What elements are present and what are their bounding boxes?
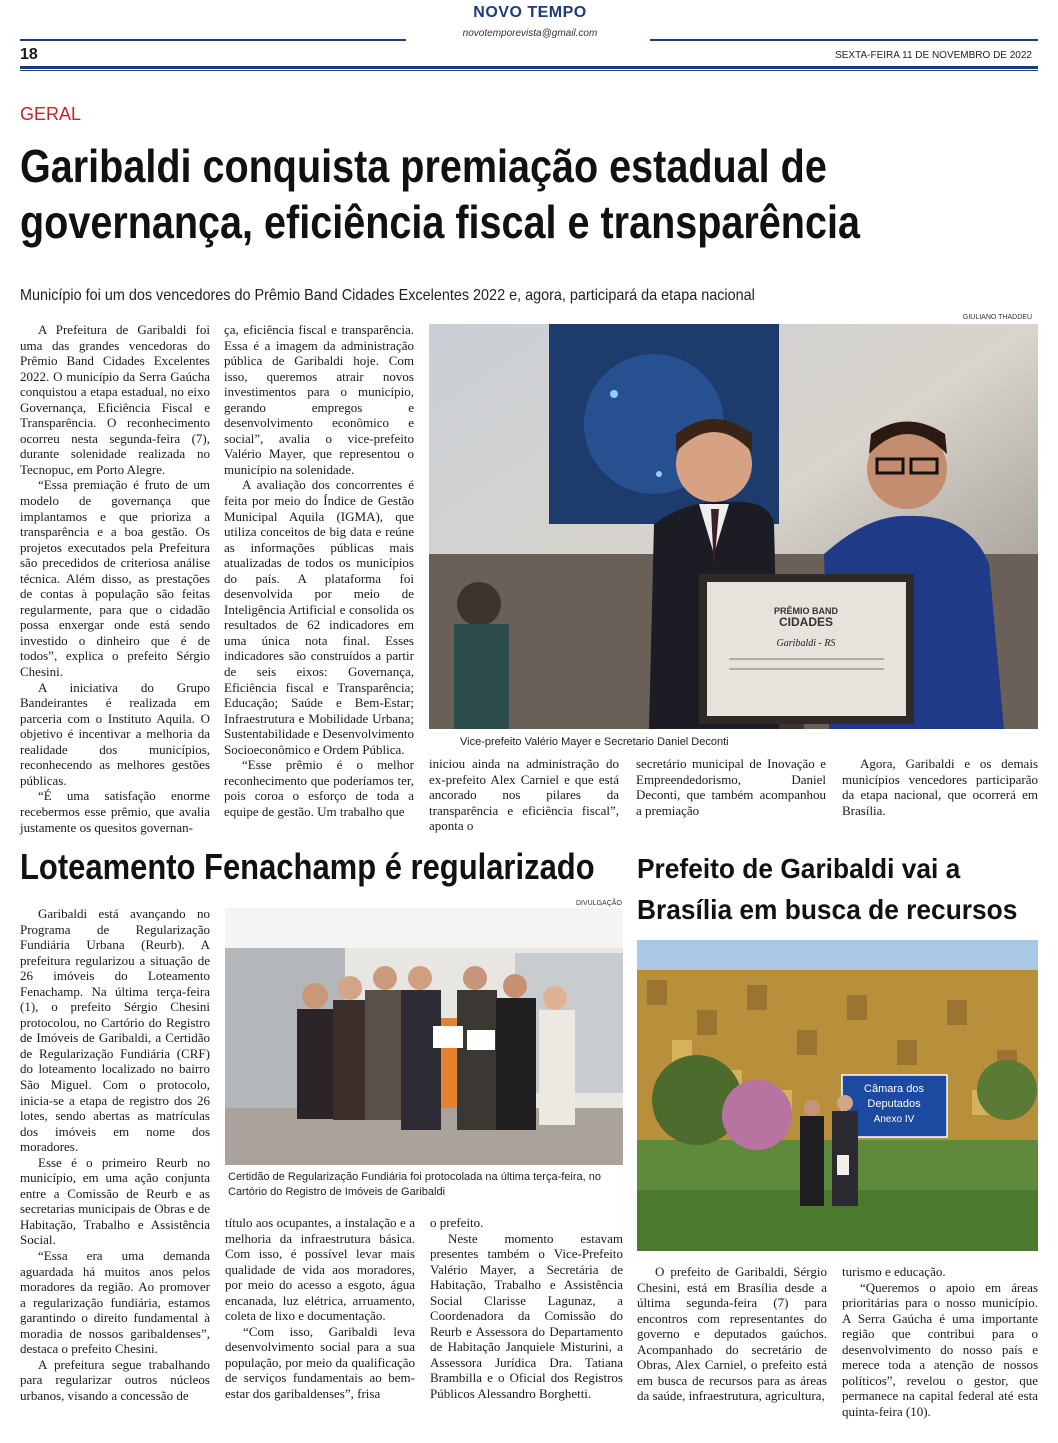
main-column-3 [429,756,619,834]
newspaper-name: NOVO TEMPO [473,4,587,21]
story2-col1-para: “Essa era uma demanda aguardada há muitos anos pelos moradores da região. Ao promover a regularização fundiária, estamos garantindo o direito fundamental à moradia de nossos garibaldenses”, destaca o prefeito Chesini. [20,1248,210,1357]
story2-column-3 [430,1215,623,1402]
story2-col2-para: “Com isso, Garibaldi leva desenvolvimento social para a sua população, por meio da qualificação de serviços fundamentais ao bem-estar dos garibaldenses”, frisa [225,1323,415,1402]
story2-headline: Loteamento Fenachamp é regularizado [20,846,595,887]
main-col1-para: “É uma satisfação enorme recebermos esse prêmio, que avalia justamente os quesitos governan- [20,788,210,835]
story3-col1-para: O prefeito de Garibaldi, Sérgio Chesini, está em Brasília desde a última segunda-feira (7) para encontros com representantes do governo e deputados gaúchos. Acompanhado do secretário de Obras, Alex Carniel, o prefeito está em busca de recursos para as áreas da saúde, infraestrutura, agricultura, [637,1264,827,1404]
main-column-5 [842,756,1038,818]
main-headline-line2: governança, eficiência fiscal e transparência [20,196,860,248]
main-column-1 [20,322,210,835]
main-photo [429,324,1038,729]
main-col1-para: A iniciativa do Grupo Bandeirantes é realizada em parceria com o Instituto Aquila. O objetivo é incentivar a melhoria da realidade dos municípios, reconhecendo as melhores gestões públicas. [20,679,210,788]
header-rule-left [20,39,406,41]
sign-line-2: Deputados [867,1098,921,1110]
story2-photo [225,908,623,1165]
main-col1-para: “Essa premiação é fruto de um modelo de governança que implantamos e que prioriza a transparência e a boa gestão. Os projetos executados pela Prefeitura são precedidos de criteriosa análise técnica. Além disso, as prestações de contas à população são feitas regularmente, para que o cidadão possa enxergar onde está sendo investido o dinheiro que é de todos”, explica o prefeito Sérgio Chesini. [20,477,210,680]
main-col5-para: Agora, Garibaldi e os demais municípios vencedores participarão da etapa nacional, que ocorrerá em Brasília. [842,756,1038,818]
edition-date: SEXTA-FEIRA 11 DE NOVEMBRO DE 2022 [835,50,1032,61]
story2-col3-para: o prefeito. [430,1215,484,1230]
story2-column-1 [20,906,210,1404]
page-number: 18 [20,46,38,63]
main-photo-credit: GIULIANO THADDEU [962,314,1032,321]
story2-col2-para: título aos ocupantes, a instalação e a melhoria da infraestrutura básica. Com isso, é possível levar mais qualidade de vida aos moradores, por meio do acesso a esgoto, água encanada, luz elétrica, arruamento, coleta de lixo e documentação. [225,1215,415,1324]
notary-photo-illustration [225,908,623,1165]
main-headline [20,138,897,250]
story3-column-2 [842,1264,1038,1419]
story2-col1-para: Garibaldi está avançando no Programa de Regularização Fundiária Urbana (Reurb). A prefeitura regularizou a situação de 26 imóveis do Loteamento Fenachamp. Na última terça-feira (1), o prefeito Sérgio Chesini protocolou, no Cartório do Registro de Imóveis de Garibaldi, a Certidão de Regularização Fundiária (CRF) do loteamento localizado no bairro São Miguel. Com o protocolo, inicia-se a etapa de registro dos 26 lotes, sendo abertas as matrículas dos imóveis em nome dos moradores. [20,906,210,1155]
story2-col1-para: Esse é o primeiro Reurb no município, em uma ação conjunta entre a Comissão de Reurb e as secretarias municipais de Obras e de Habitação, Trabalho e Assistência Social. [20,1154,210,1248]
newspaper-email: novotemporevista@gmail.com [462,28,598,39]
certificate-label: PRÊMIO BAND [773,606,839,616]
story2-column-2 [225,1215,415,1402]
story3-column-1 [637,1264,827,1404]
masthead [405,4,655,39]
main-col2-para: A avaliação dos concorrentes é feita por meio do Índice de Gestão Municipal Aquila (IGMA), que utiliza conceitos de big data e reúne as informações públicas mais atualizadas de todos os municípios do país. A plataforma foi desenvolvida por meio de Inteligência Artificial e consolida os resultados de 62 indicadores em uma única nota final. Esses indicadores são construídos a partir de seis eixos: Governança, Eficiência fiscal e Transparência; Educação; Saúde e Bem-Estar; Infraestrutura e Mobilidade Urbana; Sustentabilidade e Desenvolvimento Socioeconômico e Ordem Pública. [224,477,414,757]
story2-col1-para: A prefeitura segue trabalhando para regularizar outros núcleos urbanos, visando a concessão de [20,1356,210,1403]
sign-line-1: Câmara dos [864,1083,924,1095]
header-divider-thin [20,70,1038,71]
story3-col2-para: “Queremos o apoio em áreas prioritárias para o nosso município. A Serra Gaúcha é uma importante região que contribui para o desenvolvimento do nosso país e merece toda a atenção de nossos políticos”, revelou o gestor, que permanece na capital federal até esta quinta-feira (10). [842,1279,1038,1419]
main-column-4 [636,756,826,818]
main-col2-para: ça, eficiência fiscal e transparência. Essa é a imagem da administração pública de Garibaldi hoje. Com isso, queremos atrair novos investimentos para o município, gerando empregos e desenvolvimento econômico e social”, avalia o vice-prefeito Valério Mayer, que representou o município na solenidade. [224,322,414,477]
main-photo-caption: Vice-prefeito Valério Mayer e Secretario Daniel Deconti [460,736,729,748]
svg-text:Garibaldi - RS: Garibaldi - RS [776,638,836,649]
header-divider [20,66,1038,69]
main-col3-para: iniciou ainda na administração do ex-prefeito Alex Carniel e que está ancorado nos pilares da transparência e eficiência fiscal”, aponta o [429,756,619,834]
main-col4-para: secretário municipal de Inovação e Empreendedorismo, Daniel Deconti, que também acompanhou a premiação [636,756,826,818]
brasilia-photo-illustration [637,940,1038,1251]
main-headline-line1: Garibaldi conquista premiação estadual de [20,140,827,192]
section-label: GERAL [20,104,82,124]
main-deck: Município foi um dos vencedores do Prêmio Band Cidades Excelentes 2022 e, agora, participará da etapa nacional [20,287,755,304]
story3-photo [637,940,1038,1251]
main-col1-para: A Prefeitura de Garibaldi foi uma das grandes vencedoras do Prêmio Band Cidades Excelentes 2022. O município da Serra Gaúcha conquistou a etapa estadual, no eixo Governança, Eficiência Fiscal e Transparência. O reconhecimento ocorreu nesta segunda-feira (7), durante solenidade realizada no Tecnopuc, em Porto Alegre. [20,322,210,477]
main-col2-para: “Esse prêmio é o melhor reconhecimento que poderíamos ter, pois coroa o esforço de toda a equipe de gestão. Um trabalho que [224,757,414,819]
story2-photo-credit: DIVULGAÇÃO [576,900,622,907]
sign-line-3: Anexo IV [873,1114,915,1125]
header-rule-right [650,39,1038,41]
story2-col3-para: Neste momento estavam presentes também o Vice-Prefeito Valério Mayer, a Secretária de Habitação, Trabalho e Assistência Social Clarisse Lagunaz, a Coordenadora da Comissão do Reurb e Assessora do Departamento de Habitação Janquiele Misturini, a Assessora Jurídica Dra. Tatiana Brambilla e o Oficial dos Registros Públicos Alessandro Borghetti. [430,1230,623,1402]
story3-col2-para: turismo e educação. [842,1264,946,1279]
story2-photo-caption: Certidão de Regularização Fundiária foi protocolada na última terça-feira, no Cartório do Registro de Imóveis de Garibaldi [228,1171,601,1198]
svg-text:CIDADES: CIDADES [778,615,834,629]
award-photo-illustration [429,324,1038,729]
story3-headline: Prefeito de Garibaldi vai a Brasília em busca de recursos [637,853,1018,925]
main-column-2 [224,322,414,820]
